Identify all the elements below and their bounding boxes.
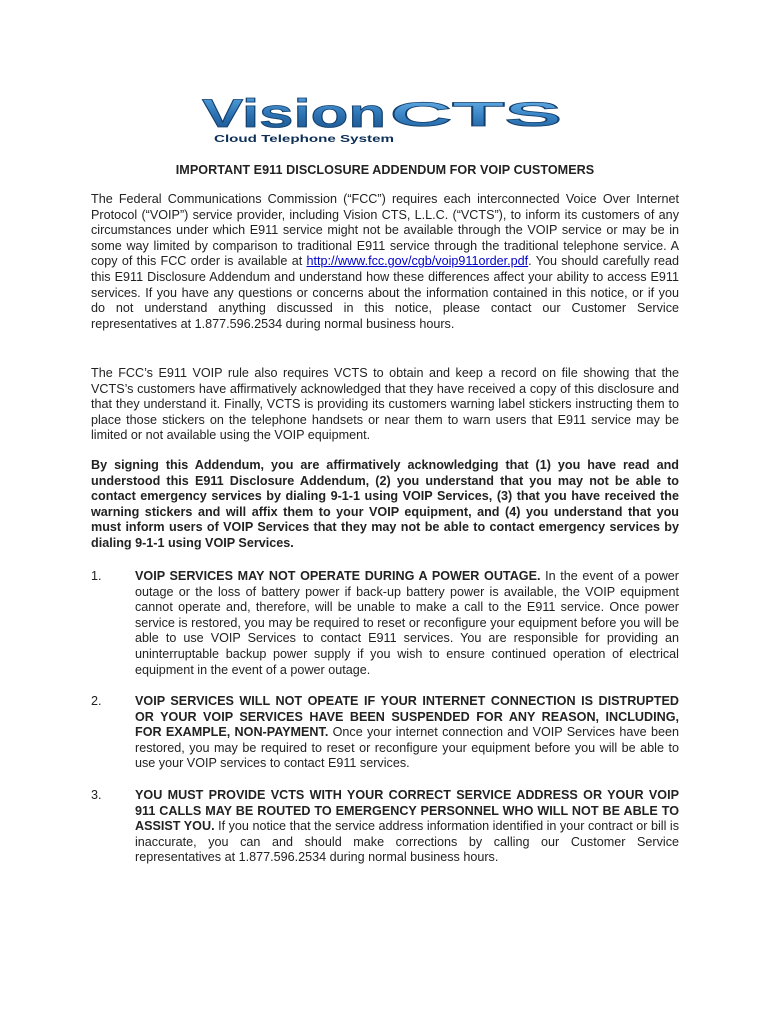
paragraph1-text-before: The Federal Communications Commission (“FCC”) requires each interconnected Voice Over Internet Protocol (“VOIP”) service provider, including Vision CTS, L.L.C. (“VCTS”), to inform its customers of any circumstances under which E911 service might not be available through the VOIP service or may be in some way limited by comparison to traditional E911 service through the traditional telephone service. A copy of this FCC order is available at [91,192,679,269]
paragraph-signing-acknowledgement: By signing this Addendum, you are affirmatively acknowledging that (1) you have read and understood this E911 Disclosure Addendum, (2) you understand that you may not be able to contact emergency services by dialing 9-1-1 using VOIP Services, (3) that you have received the warning stickers and will affix them to your VOIP equipment, and (4) you understand that you must inform users of VOIP Services that they may not be able to contact emergency services by dialing 9-1-1 using VOIP Services. [91,458,679,550]
list-item-text [135,569,679,678]
list-item-body: In the event of a power outage or the loss of battery power if back-up battery power is available, the VOIP equipment cannot operate and, therefore, will be unable to make a call to the E911 service. Once power service is restored, you may be required to reset or reconfigure your equipment before you will be able to use VOIP Services to contact E911 services. You are responsible for providing an uninterruptable backup power supply if you wish to ensure continued operation of electrical equipment in the event of a power outage. [135,569,679,677]
document-title: IMPORTANT E911 DISCLOSURE ADDENDUM FOR VOIP CUSTOMERS [175,163,595,177]
fcc-order-link[interactable]: http://www.fcc.gov/cgb/voip911order.pdf [306,254,529,269]
list-item-text [135,788,679,866]
logo-tagline: Cloud Telephone System [214,133,394,144]
paragraph-fcc-requirement [91,192,679,332]
list-item-number: 2. [91,694,102,708]
list-item-number: 3. [91,788,102,802]
list-item-body: Once your internet connection and VOIP Services have been restored, you may be required to reset or reconfigure your equipment before you will be able to use your VOIP services to contact E911 services. [135,725,679,771]
list-item-number: 1. [91,569,102,583]
list-item-heading: VOIP SERVICES MAY NOT OPERATE DURING A POWER OUTAGE. [135,569,541,583]
logo-word-cts: CTS [390,96,562,134]
paragraph1-text-after: . You should carefully read this E911 Disclosure Addendum and understand how these differences affect your ability to access E911 services. If you have any questions or concerns about the information contained in this notice, or if you do not understand anything discussed in this notice, please contact our Customer Service representatives at 1.877.596.2534 during normal business hours. [91,254,679,331]
list-item-body: If you notice that the service address information identified in your contract or bill is inaccurate, you can and should make corrections by calling our Customer Service representatives at 1.877.596.2534 during normal business hours. [135,819,679,865]
list-item-heading: YOU MUST PROVIDE VCTS WITH YOUR CORRECT SERVICE ADDRESS OR YOUR VOIP 911 CALLS MAY BE ROUTED TO EMERGENCY PERSONNEL WHO WILL NOT BE ABLE TO ASSIST YOU. [135,788,679,834]
list-item-text [135,694,679,772]
logo-word-vision: Vision [202,92,386,136]
list-item-heading: VOIP SERVICES WILL NOT OPEATE IF YOUR INTERNET CONNECTION IS DISTRUPTED OR YOUR VOIP SERVICES HAVE BEEN SUSPENDED FOR ANY REASON, INCLUDING, FOR EXAMPLE, NON-PAYMENT. [135,694,679,740]
vision-cts-logo [200,92,572,144]
paragraph-acknowledgement-record: The FCC’s E911 VOIP rule also requires VCTS to obtain and keep a record on file showing that the VCTS’s customers have affirmatively acknowledged that they have received a copy of this disclosure and that they understand it. Finally, VCTS is providing its customers warning label stickers instructing them to place those stickers on the telephone handsets or near them to warn users that E911 service may be limited or not available using the VOIP equipment. [91,366,679,443]
